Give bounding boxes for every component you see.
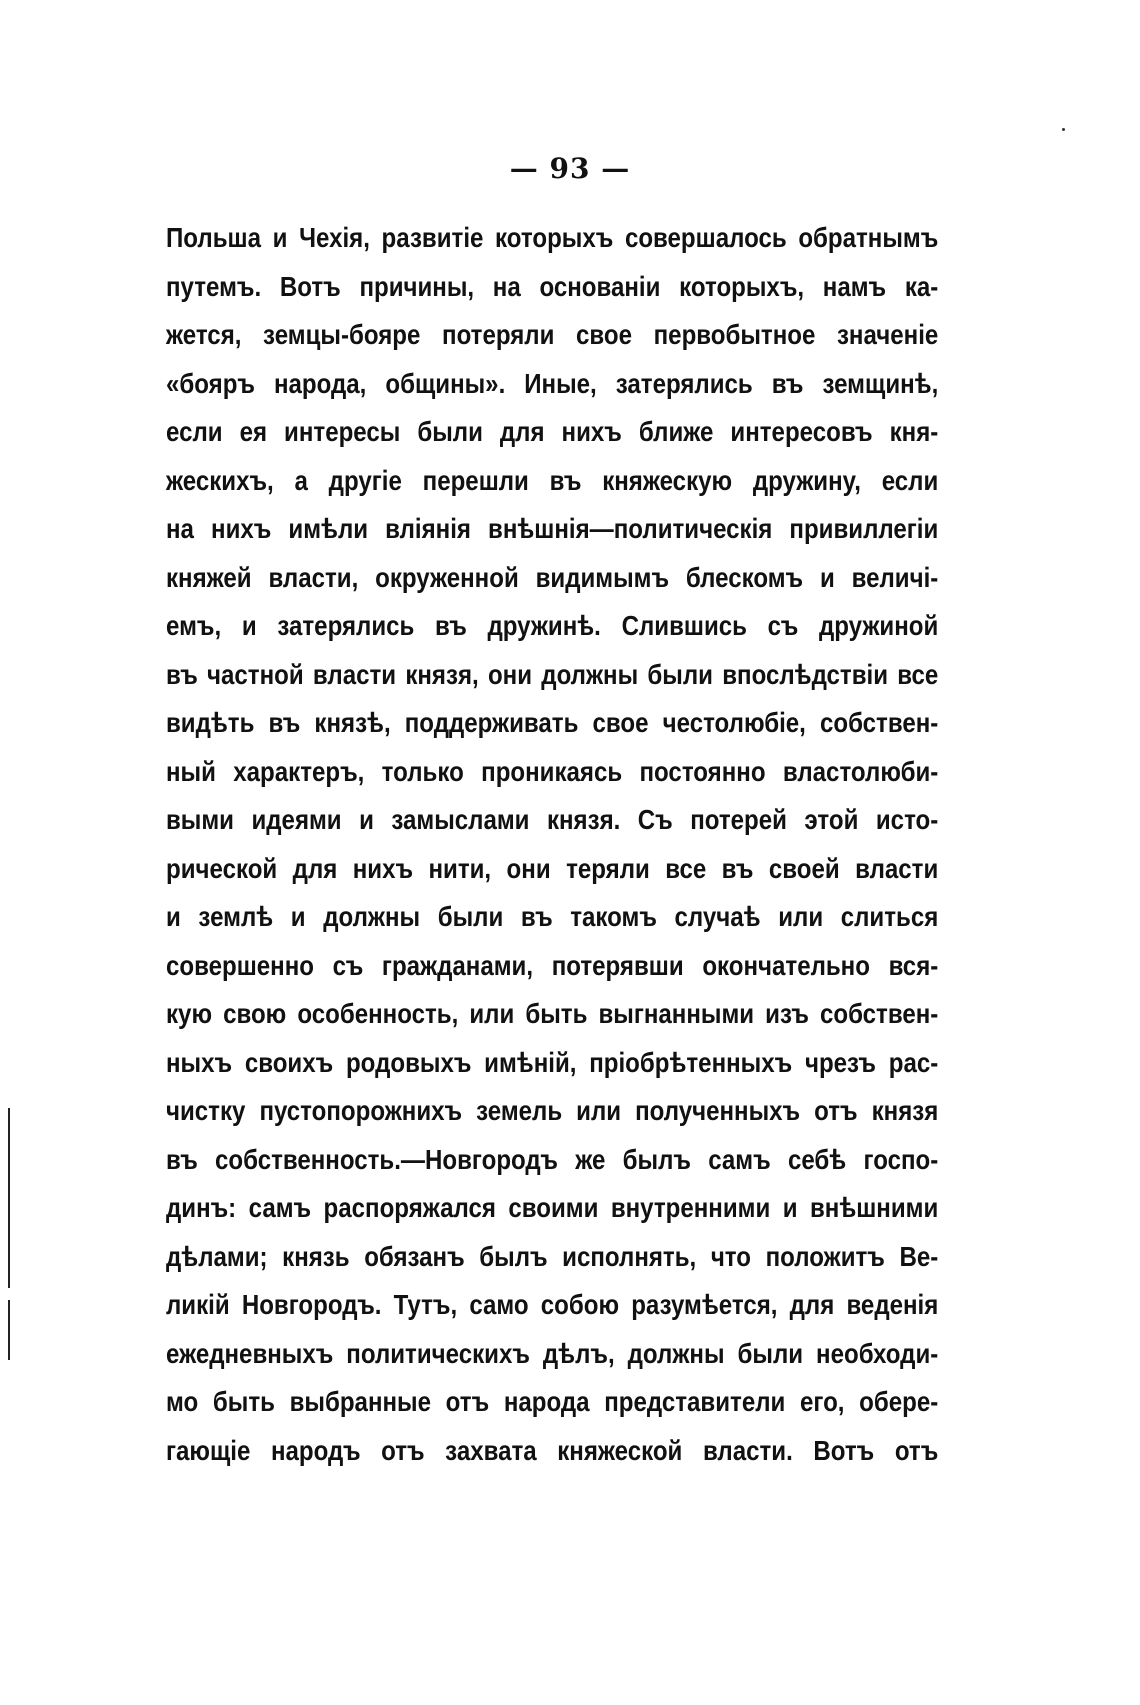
body-text bbox=[166, 214, 938, 1475]
text-line: дѣлами; князь обязанъ былъ исполнять, что положитъ Ве- bbox=[166, 1240, 939, 1272]
text-line: княжей власти, окруженной видимымъ блескомъ и величі- bbox=[166, 561, 939, 593]
text-line: рической для нихъ нити, они теряли все въ своей власти bbox=[166, 852, 939, 884]
text-line: на нихъ имѣли вліянія внѣшнія—политическія привиллегіи bbox=[166, 513, 939, 544]
text-line: если ея интересы были для нихъ ближе интересовъ кня- bbox=[166, 416, 939, 447]
text-line: ный характеръ, только проникаясь постоянно властолюби- bbox=[166, 755, 939, 787]
text-line: и землѣ и должны были въ такомъ случаѣ или слиться bbox=[166, 901, 939, 932]
text-line: гающіе народъ отъ захвата княжеской власти. Вотъ отъ bbox=[166, 1434, 939, 1466]
text-line: въ частной власти князя, они должны были впослѣдствіи все bbox=[166, 658, 939, 690]
text-line: ныхъ своихъ родовыхъ имѣній, пріобрѣтенныхъ чрезъ рас- bbox=[166, 1046, 939, 1078]
text-line: жется, земцы-бояре потеряли свое первобытное значеніе bbox=[166, 319, 939, 350]
text-line: мо быть выбранные отъ народа представители его, обере- bbox=[166, 1386, 939, 1417]
text-line: ликій Новгородъ. Тутъ, само собою разумѣется, для веденія bbox=[166, 1289, 939, 1320]
text-line: жескихъ, а другіе перешли въ княжескую дружину, если bbox=[166, 464, 939, 496]
text-line: видѣть въ князѣ, поддерживать свое честолюбіе, собствен- bbox=[166, 707, 939, 738]
page-number: — 93 — bbox=[509, 152, 631, 185]
text-line: Польша и Чехія, развитіе которыхъ совершалось обратнымъ bbox=[166, 222, 939, 253]
text-line: выми идеями и замыслами князя. Съ потерей этой исто- bbox=[166, 804, 939, 835]
text-line: кую свою особенность, или быть выгнанными изъ собствен- bbox=[166, 998, 939, 1029]
scan-speck bbox=[1062, 128, 1065, 131]
left-margin-scan-mark bbox=[8, 1108, 10, 1288]
text-line: динъ: самъ распоряжался своими внутренними и внѣшними bbox=[166, 1192, 939, 1223]
text-line: совершенно съ гражданами, потерявши окончательно вся- bbox=[166, 949, 939, 981]
text-line: чистку пустопорожнихъ земель или полученныхъ отъ князя bbox=[166, 1095, 939, 1126]
left-margin-scan-mark-2 bbox=[8, 1300, 10, 1360]
text-line: емъ, и затерялись въ дружинѣ. Слившись съ дружиной bbox=[166, 610, 939, 641]
text-line: въ собственность.—Новгородъ же былъ самъ себѣ госпо- bbox=[166, 1143, 939, 1175]
text-line: ежедневныхъ политическихъ дѣлъ, должны были необходи- bbox=[166, 1337, 939, 1369]
text-line: «бояръ народа, общины». Иные, затерялись въ земщинѣ, bbox=[166, 367, 939, 399]
text-line: путемъ. Вотъ причины, на основаніи которыхъ, намъ ка- bbox=[166, 270, 939, 302]
